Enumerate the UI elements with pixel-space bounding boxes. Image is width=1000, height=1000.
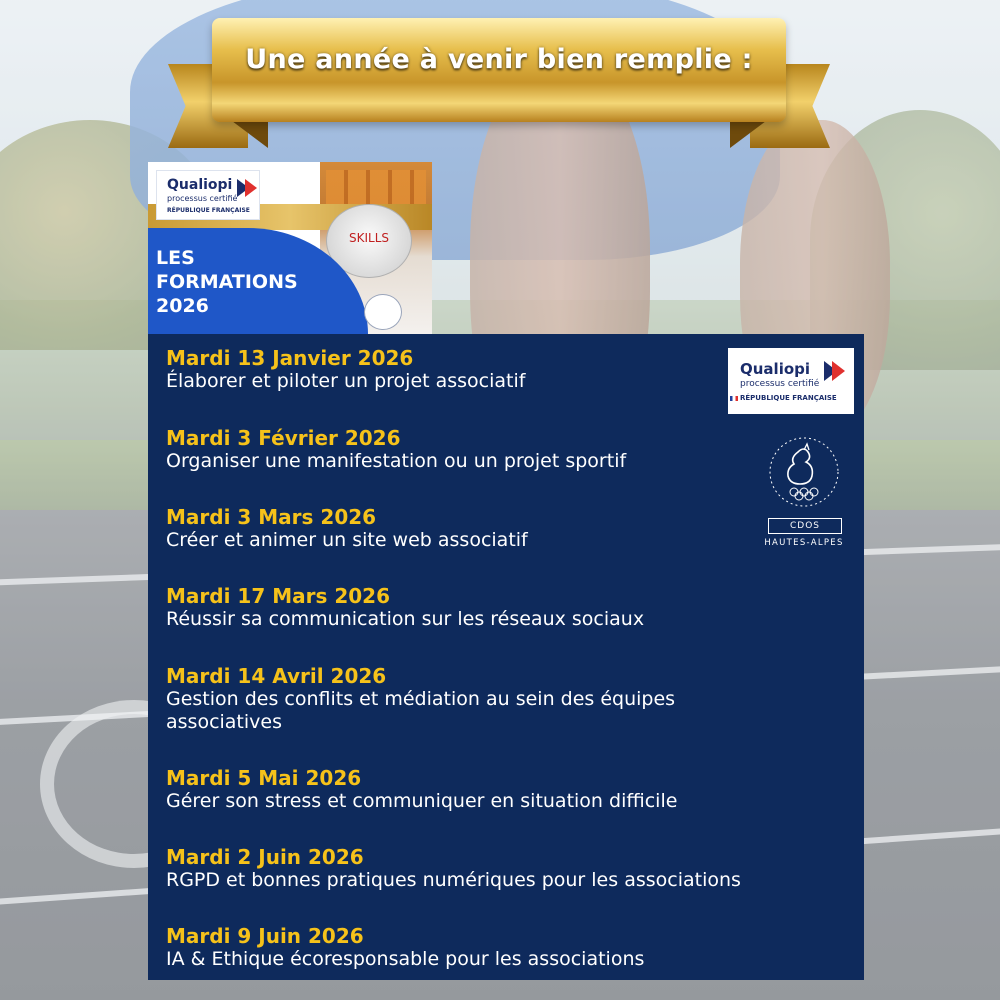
event-date: Mardi 9 Juin 2026 [166,924,364,948]
qualiopi-name: Qualiopi [740,360,811,378]
qualiopi-arrow-icon [832,361,845,381]
event-item [166,766,826,813]
event-date: Mardi 17 Mars 2026 [166,584,390,608]
formations-title-line3: 2026 [156,295,209,317]
event-item [166,664,766,734]
formations-qualiopi-badge [156,170,260,220]
formations-title [156,246,336,318]
ribbon-main [212,18,786,122]
event-title: Gestion des conflits et médiation au sein des équipes associatives [166,688,676,733]
qualiopi-subtitle: processus certifié [167,194,238,203]
event-date: Mardi 5 Mai 2026 [166,766,362,790]
qualiopi-republic: RÉPUBLIQUE FRANÇAISE [167,207,250,214]
event-item [166,505,826,552]
qualiopi-certified: processus certifié [740,379,820,389]
banner-ribbon [168,18,830,150]
cdos-region: HAUTES-ALPES [764,538,844,548]
qualiopi-arrow-icon [245,179,257,197]
event-title: Réussir sa communication sur les réseaux sociaux [166,608,645,630]
cdos-rooster-icon [754,430,854,520]
formations-photo-chairs [326,170,426,206]
banner-title: Une année à venir bien remplie : [245,44,753,75]
skills-text: SKILLS [349,231,390,245]
event-date: Mardi 14 Avril 2026 [166,664,387,688]
event-item [166,584,826,631]
event-title: RGPD et bonnes pratiques numériques pour les associations [166,869,741,891]
event-item [166,346,826,393]
event-date: Mardi 3 Février 2026 [166,426,401,450]
cdos-label: CDOS [768,518,842,534]
event-date: Mardi 3 Mars 2026 [166,505,377,529]
events-panel [148,334,864,980]
formations-title-line2: FORMATIONS [156,271,298,293]
cdos-small-logo-icon [364,294,402,330]
qualiopi-republic: RÉPUBLIQUE FRANÇAISE [740,394,837,402]
event-item [166,426,826,473]
qualiopi-badge [728,348,854,414]
qualiopi-logo-text: Qualiopi [167,177,233,193]
event-title: Organiser une manifestation ou un projet sportif [166,450,627,472]
event-title: Gérer son stress et communiquer en situation difficile [166,790,678,812]
event-item [166,924,826,971]
formations-card [148,162,432,334]
event-title: Élaborer et piloter un projet associatif [166,370,526,392]
formations-title-line1: LES [156,247,195,269]
event-item [166,845,826,892]
cdos-logo [754,430,854,560]
french-flag-icon [730,396,738,401]
event-date: Mardi 13 Janvier 2026 [166,346,414,370]
event-title: IA & Ethique écoresponsable pour les associations [166,948,645,970]
event-date: Mardi 2 Juin 2026 [166,845,364,869]
event-title: Créer et animer un site web associatif [166,529,528,551]
